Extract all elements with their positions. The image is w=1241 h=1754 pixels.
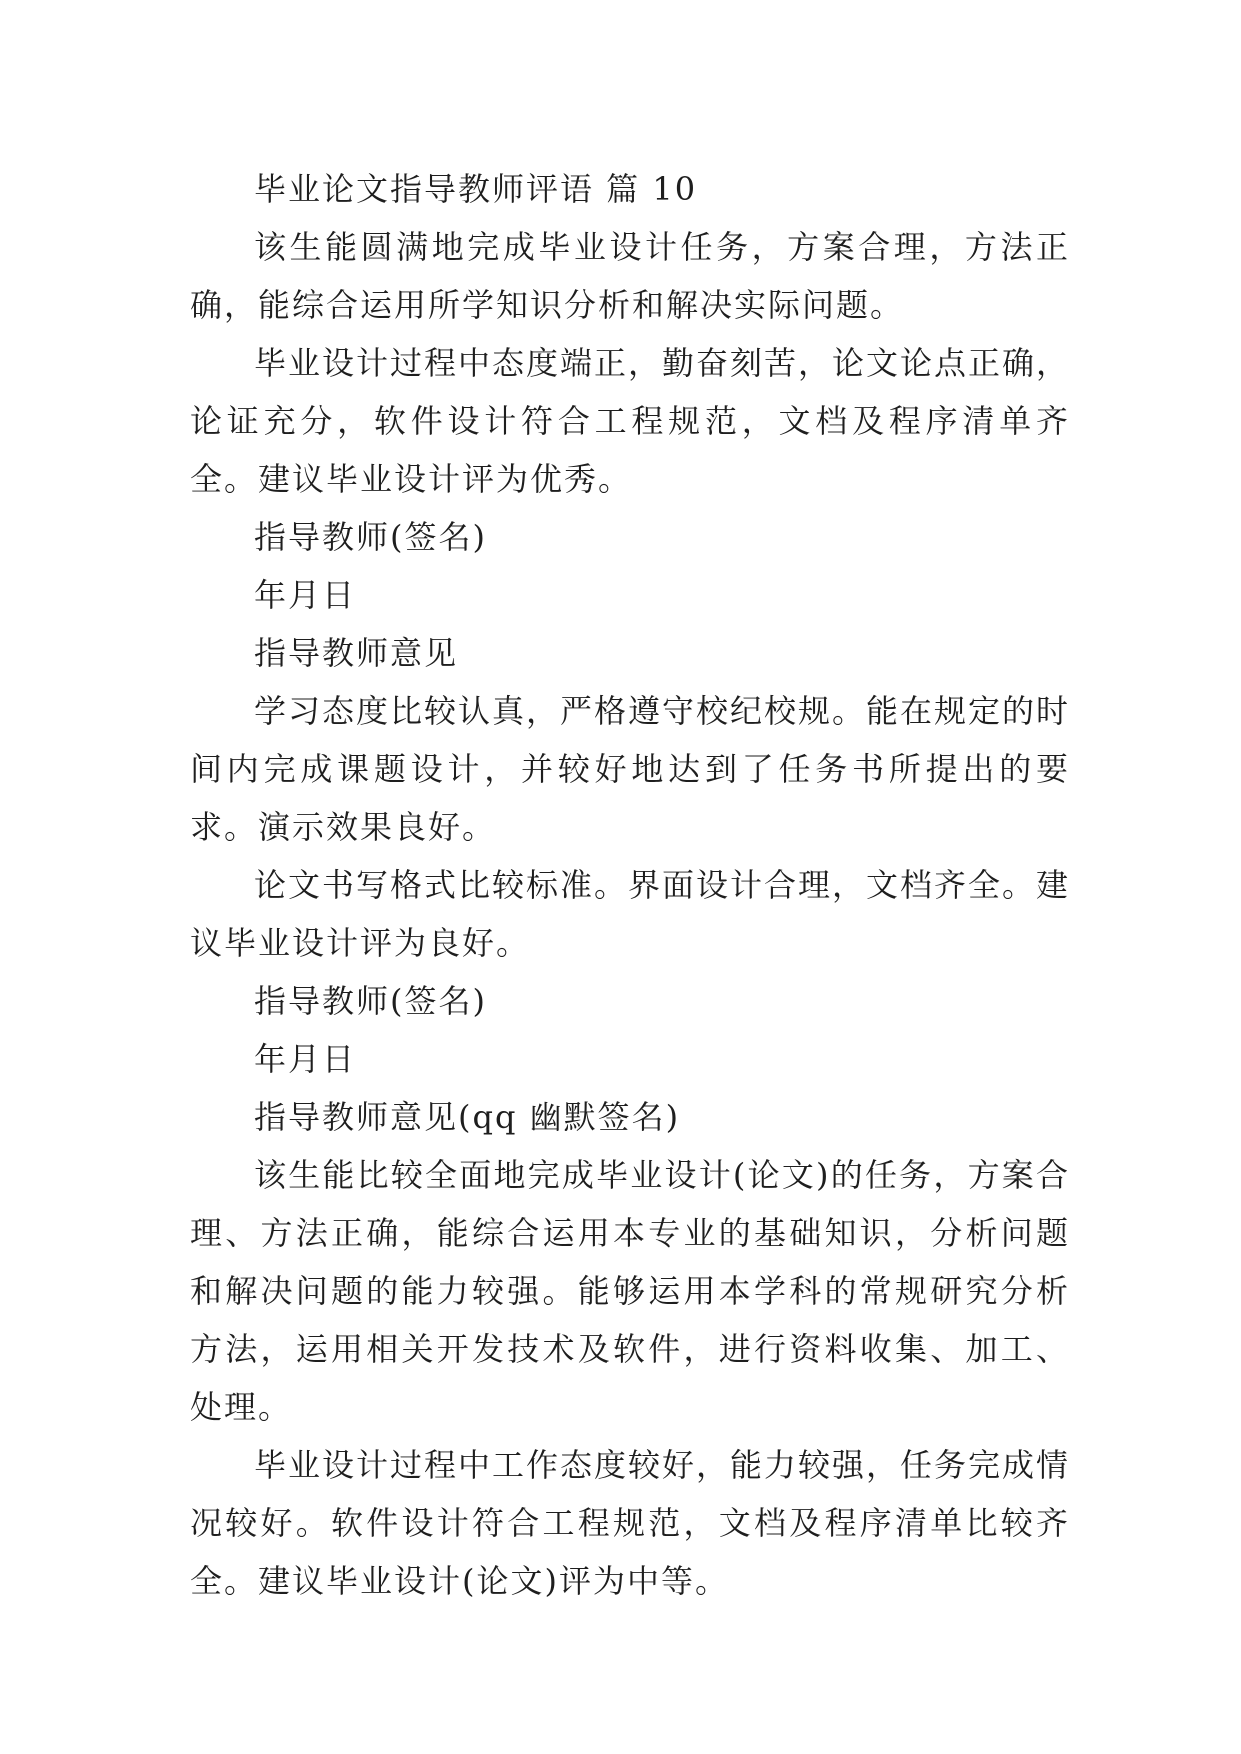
body-paragraph: 该生能圆满地完成毕业设计任务，方案合理，方法正确，能综合运用所学知识分析和解决实际问题。 bbox=[190, 228, 1070, 324]
section-heading: 毕业论文指导教师评语 篇 10 bbox=[254, 170, 698, 208]
body-paragraph: 论文书写格式比较标准。界面设计合理，文档齐全。建议毕业设计评为良好。 bbox=[190, 866, 1071, 962]
body-paragraph: 毕业设计过程中工作态度较好，能力较强，任务完成情况较好。软件设计符合工程规范，文档及程序清单比较齐全。建议毕业设计(论文)评为中等。 bbox=[190, 1446, 1071, 1600]
date-line: 年月日 bbox=[254, 1040, 357, 1078]
document-body bbox=[190, 160, 1070, 1610]
body-paragraph: 毕业设计过程中态度端正，勤奋刻苦，论文论点正确，论证充分，软件设计符合工程规范，文档及程序清单齐全。建议毕业设计评为优秀。 bbox=[190, 344, 1071, 498]
date-line: 年月日 bbox=[254, 576, 357, 614]
signature-line: 指导教师(签名) bbox=[254, 518, 487, 556]
section-heading: 指导教师意见(qq 幽默签名) bbox=[254, 1098, 681, 1136]
section-heading: 指导教师意见 bbox=[254, 634, 459, 672]
signature-line: 指导教师(签名) bbox=[254, 982, 487, 1020]
body-paragraph: 该生能比较全面地完成毕业设计(论文)的任务，方案合理、方法正确，能综合运用本专业的基础知识，分析问题和解决问题的能力较强。能够运用本学科的常规研究分析方法，运用相关开发技术及软件，进行资料收集、加工、处理。 bbox=[190, 1156, 1070, 1426]
body-paragraph: 学习态度比较认真，严格遵守校纪校规。能在规定的时间内完成课题设计，并较好地达到了任务书所提出的要求。演示效果良好。 bbox=[190, 692, 1071, 846]
